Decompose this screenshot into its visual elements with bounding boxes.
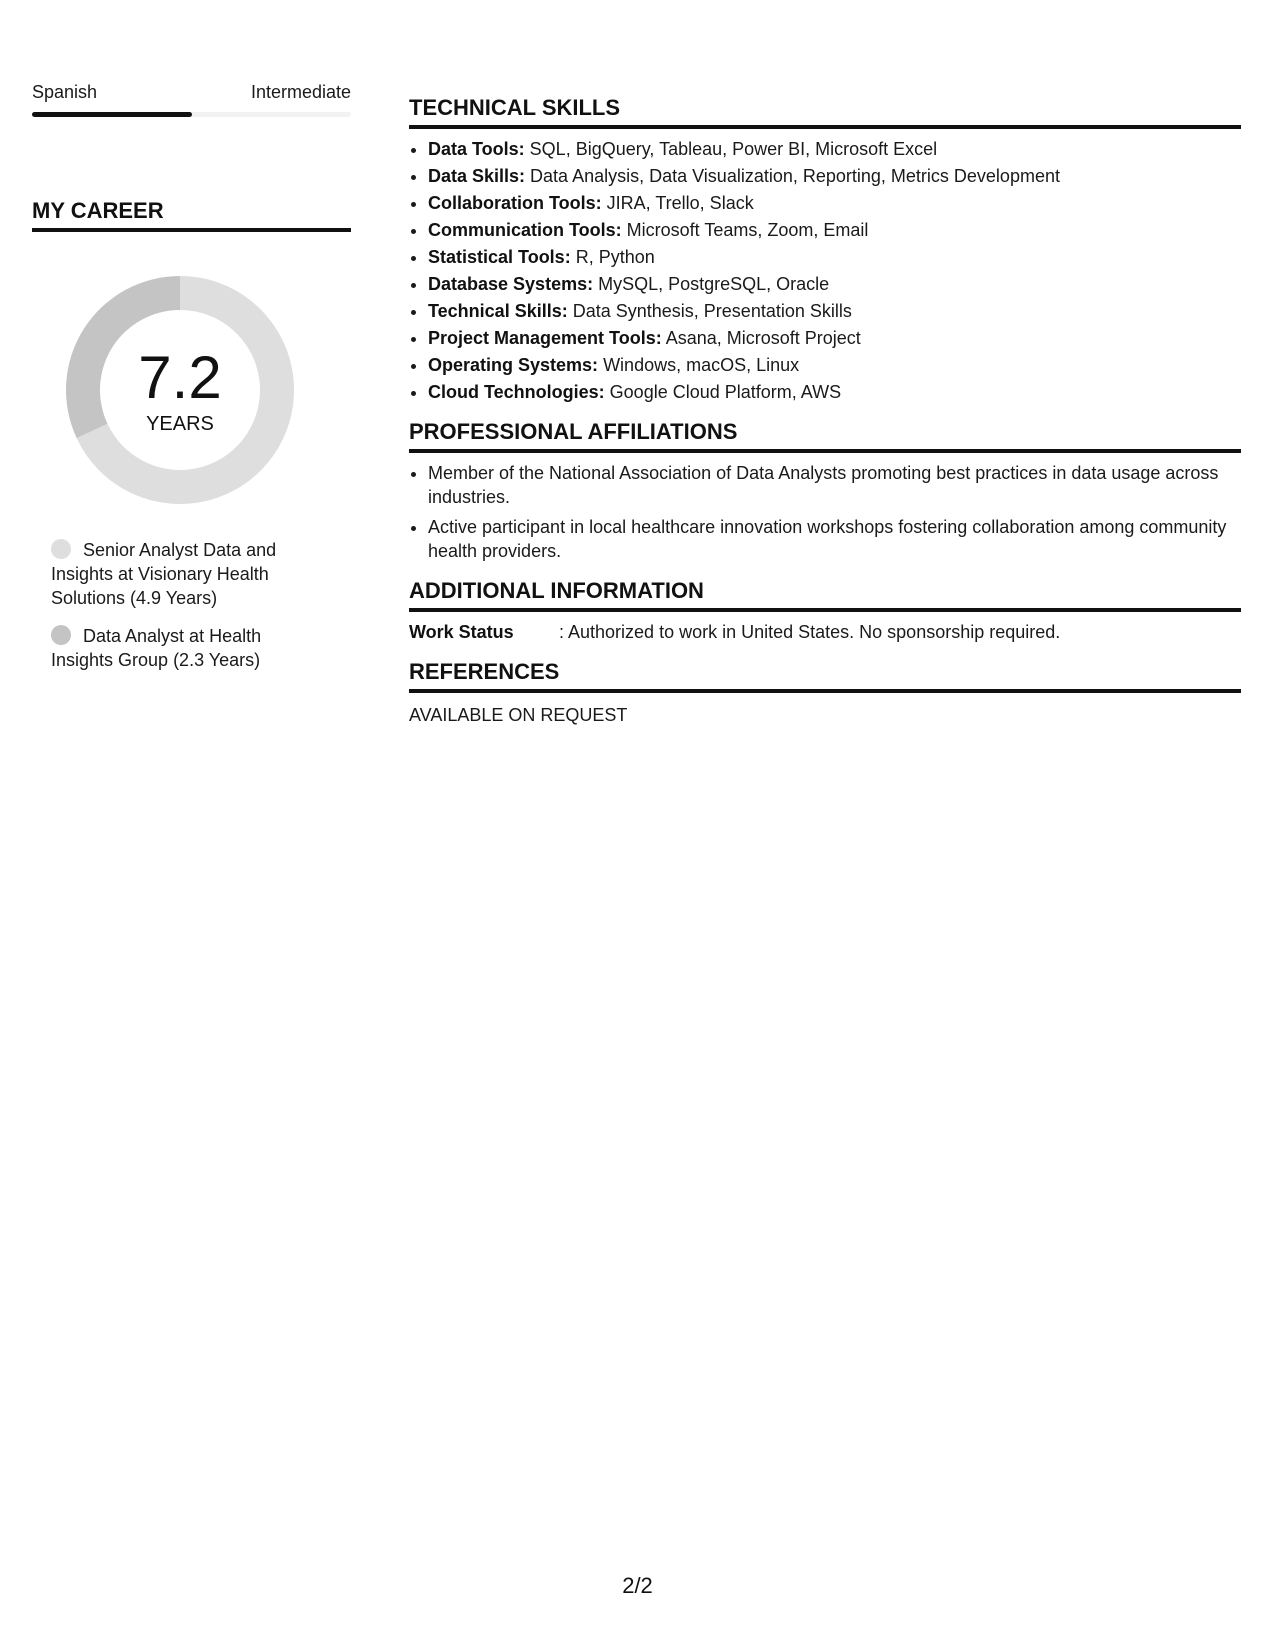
skill-label: Cloud Technologies: <box>428 382 605 402</box>
skill-label: Technical Skills: <box>428 301 568 321</box>
technical-skills-list <box>409 137 1241 404</box>
skill-item <box>428 164 1241 188</box>
career-title-rule <box>32 228 351 232</box>
skill-value: SQL, BigQuery, Tableau, Power BI, Microsoft Excel <box>524 139 938 159</box>
career-total-unit: YEARS <box>146 413 214 435</box>
skill-item <box>428 191 1241 215</box>
additional-info-rule <box>409 608 1241 612</box>
affiliations-list <box>409 461 1241 563</box>
career-role-label: Data Analyst at Health Insights Group (2.3 Years) <box>51 626 262 670</box>
skill-value: JIRA, Trello, Slack <box>601 193 754 213</box>
language-row <box>32 80 351 104</box>
skill-item <box>428 326 1241 350</box>
work-status-value: : Authorized to work in United States. No sponsorship required. <box>559 622 1061 642</box>
skill-value: Microsoft Teams, Zoom, Email <box>621 220 869 240</box>
affiliation-item: • Member of the National Association of Data Analysts promoting best practices in data usage across industries. <box>428 461 1241 509</box>
work-status-label: Work Status <box>409 622 514 642</box>
skill-label: Statistical Tools: <box>428 247 571 267</box>
career-legend <box>51 538 301 672</box>
references-rule <box>409 689 1241 693</box>
career-legend-item <box>51 538 301 610</box>
skill-item <box>428 380 1241 404</box>
affiliation-item: • Active participant in local healthcare innovation workshops fostering collaboration among community health providers. <box>428 515 1241 563</box>
references-section <box>409 658 1241 727</box>
technical-skills-title: TECHNICAL SKILLS <box>409 95 621 120</box>
technical-skills-section <box>409 94 1241 404</box>
language-proficiency-fill <box>32 112 192 117</box>
skill-value: Windows, macOS, Linux <box>598 355 800 375</box>
donut-center <box>66 276 294 504</box>
career-donut-chart <box>66 276 294 504</box>
skill-item <box>428 299 1241 323</box>
left-column <box>32 80 351 686</box>
affiliations-section <box>409 418 1241 563</box>
skill-value: R, Python <box>570 247 655 267</box>
language-name: Spanish <box>32 82 98 102</box>
affiliations-rule <box>409 449 1241 453</box>
affiliations-title: PROFESSIONAL AFFILIATIONS <box>409 419 738 444</box>
career-role-label: Senior Analyst Data and Insights at Visionary Health Solutions (4.9 Years) <box>51 540 277 608</box>
language-proficiency-bar <box>32 112 351 117</box>
additional-info-title: ADDITIONAL INFORMATION <box>409 578 704 603</box>
skill-value: Google Cloud Platform, AWS <box>604 382 842 402</box>
skill-item <box>428 137 1241 161</box>
skill-value: MySQL, PostgreSQL, Oracle <box>593 274 830 294</box>
skill-value: Data Synthesis, Presentation Skills <box>567 301 852 321</box>
legend-dot <box>51 625 71 645</box>
career-total-years: 7.2 <box>138 344 222 411</box>
skill-item <box>428 272 1241 296</box>
skill-label: Data Tools: <box>428 139 525 159</box>
references-text: AVAILABLE ON REQUEST <box>409 705 628 725</box>
work-status-row <box>409 620 1241 644</box>
skill-value: Data Analysis, Data Visualization, Reporting, Metrics Development <box>525 166 1060 186</box>
career-title: MY CAREER <box>32 198 164 223</box>
technical-skills-rule <box>409 125 1241 129</box>
right-column <box>409 94 1241 727</box>
skill-label: Data Skills: <box>428 166 526 186</box>
legend-dot <box>51 539 71 559</box>
skill-label: Collaboration Tools: <box>428 193 602 213</box>
skill-item <box>428 353 1241 377</box>
skill-item <box>428 245 1241 269</box>
skill-label: Database Systems: <box>428 274 594 294</box>
skill-label: Communication Tools: <box>428 220 622 240</box>
skill-item <box>428 218 1241 242</box>
additional-info-section <box>409 577 1241 644</box>
skill-value: Asana, Microsoft Project <box>661 328 861 348</box>
references-title: REFERENCES <box>409 659 560 684</box>
page-number: 2/2 <box>622 1573 653 1598</box>
skill-label: Operating Systems: <box>428 355 599 375</box>
career-legend-item <box>51 624 301 672</box>
language-level: Intermediate <box>250 82 351 102</box>
skill-label: Project Management Tools: <box>428 328 662 348</box>
